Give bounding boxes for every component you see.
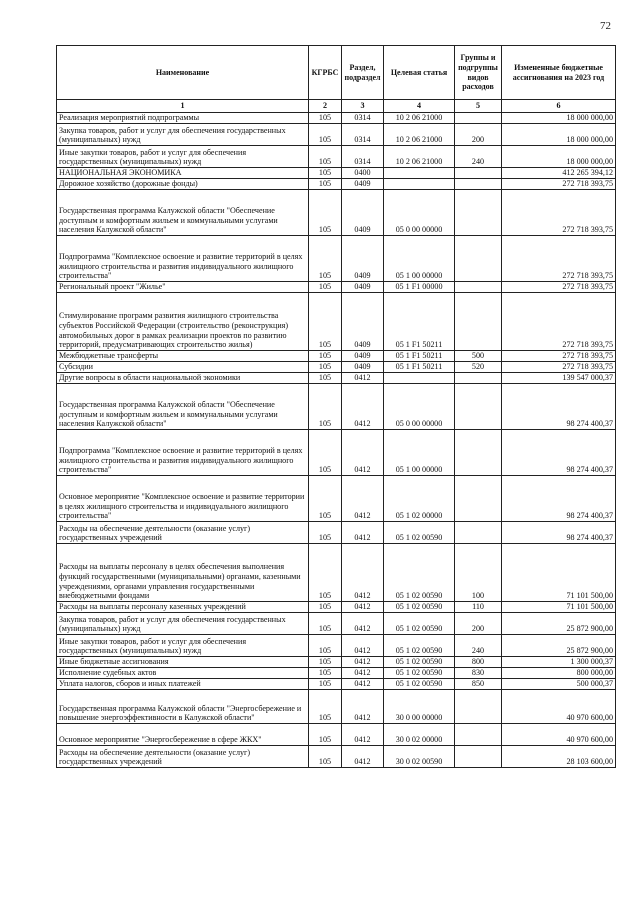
cell-amount: 272 718 393,75 bbox=[502, 293, 616, 351]
cell-group bbox=[455, 746, 502, 768]
cell-target: 05 1 02 00590 bbox=[384, 679, 455, 690]
header-section: Раздел, подраздел bbox=[342, 46, 384, 100]
table-row bbox=[57, 351, 616, 362]
cell-kgrbs: 105 bbox=[309, 668, 342, 679]
table-row bbox=[57, 657, 616, 668]
cell-amount: 800 000,00 bbox=[502, 668, 616, 679]
column-number: 1 bbox=[57, 100, 309, 113]
cell-target bbox=[384, 373, 455, 384]
budget-table bbox=[56, 45, 616, 768]
column-number: 4 bbox=[384, 100, 455, 113]
cell-group bbox=[455, 168, 502, 179]
cell-section: 0409 bbox=[342, 351, 384, 362]
cell-kgrbs: 105 bbox=[309, 544, 342, 602]
table-row bbox=[57, 668, 616, 679]
cell-amount: 18 000 000,00 bbox=[502, 146, 616, 168]
table-row bbox=[57, 384, 616, 430]
cell-group: 500 bbox=[455, 351, 502, 362]
header-amount: Измененные бюджетные ассигнования на 2023 год bbox=[502, 46, 616, 100]
cell-target: 10 2 06 21000 bbox=[384, 113, 455, 124]
cell-section: 0409 bbox=[342, 362, 384, 373]
table-row bbox=[57, 146, 616, 168]
cell-section: 0409 bbox=[342, 282, 384, 293]
table-row bbox=[57, 293, 616, 351]
table-header-row bbox=[57, 46, 616, 100]
cell-kgrbs: 105 bbox=[309, 690, 342, 724]
cell-section: 0412 bbox=[342, 373, 384, 384]
cell-group bbox=[455, 113, 502, 124]
cell-name: Иные закупки товаров, работ и услуг для обеспечения государственных (муниципальных) нужд bbox=[57, 146, 309, 168]
cell-amount: 272 718 393,75 bbox=[502, 190, 616, 236]
cell-section: 0314 bbox=[342, 146, 384, 168]
table-row bbox=[57, 476, 616, 522]
cell-name: Государственная программа Калужской области "Обеспечение доступным и комфортным жильем и коммунальными услугами населения Калужской области" bbox=[57, 190, 309, 236]
cell-amount: 139 547 000,37 bbox=[502, 373, 616, 384]
cell-target: 30 0 02 00590 bbox=[384, 746, 455, 768]
cell-section: 0400 bbox=[342, 168, 384, 179]
cell-group: 830 bbox=[455, 668, 502, 679]
table-row bbox=[57, 746, 616, 768]
cell-name: Расходы на выплаты персоналу в целях обеспечения выполнения функций государственными (муниципальными) органами, казенными учреждениями, органами управления государственными внебюджетными фондами bbox=[57, 544, 309, 602]
cell-name: Закупка товаров, работ и услуг для обеспечения государственных (муниципальных) нужд bbox=[57, 124, 309, 146]
cell-kgrbs: 105 bbox=[309, 282, 342, 293]
cell-group: 850 bbox=[455, 679, 502, 690]
cell-target: 05 1 F1 50211 bbox=[384, 351, 455, 362]
table-row bbox=[57, 522, 616, 544]
table-row bbox=[57, 544, 616, 602]
cell-kgrbs: 105 bbox=[309, 476, 342, 522]
cell-group: 240 bbox=[455, 635, 502, 657]
table-row bbox=[57, 168, 616, 179]
cell-kgrbs: 105 bbox=[309, 168, 342, 179]
cell-section: 0314 bbox=[342, 113, 384, 124]
cell-group bbox=[455, 384, 502, 430]
cell-kgrbs: 105 bbox=[309, 679, 342, 690]
cell-target: 05 1 00 00000 bbox=[384, 236, 455, 282]
cell-group: 200 bbox=[455, 613, 502, 635]
cell-amount: 272 718 393,75 bbox=[502, 351, 616, 362]
cell-name: Уплата налогов, сборов и иных платежей bbox=[57, 679, 309, 690]
table-row bbox=[57, 124, 616, 146]
cell-amount: 272 718 393,75 bbox=[502, 179, 616, 190]
cell-name: Расходы на обеспечение деятельности (оказание услуг) государственных учреждений bbox=[57, 522, 309, 544]
cell-group bbox=[455, 430, 502, 476]
cell-kgrbs: 105 bbox=[309, 362, 342, 373]
cell-amount: 500 000,37 bbox=[502, 679, 616, 690]
cell-name: Другие вопросы в области национальной экономики bbox=[57, 373, 309, 384]
cell-kgrbs: 105 bbox=[309, 384, 342, 430]
header-target: Целевая статья bbox=[384, 46, 455, 100]
cell-target: 05 1 02 00590 bbox=[384, 668, 455, 679]
cell-amount: 40 970 600,00 bbox=[502, 724, 616, 746]
cell-kgrbs: 105 bbox=[309, 746, 342, 768]
cell-kgrbs: 105 bbox=[309, 124, 342, 146]
cell-section: 0412 bbox=[342, 522, 384, 544]
header-groups: Группы и подгруппы видов расходов bbox=[455, 46, 502, 100]
cell-kgrbs: 105 bbox=[309, 113, 342, 124]
header-kgrbs: КГРБС bbox=[309, 46, 342, 100]
table-row bbox=[57, 613, 616, 635]
cell-group bbox=[455, 690, 502, 724]
header-name: Наименование bbox=[57, 46, 309, 100]
cell-section: 0412 bbox=[342, 690, 384, 724]
cell-name: Иные бюджетные ассигнования bbox=[57, 657, 309, 668]
cell-section: 0409 bbox=[342, 293, 384, 351]
cell-name: Расходы на обеспечение деятельности (оказание услуг) государственных учреждений bbox=[57, 746, 309, 768]
cell-amount: 18 000 000,00 bbox=[502, 113, 616, 124]
cell-kgrbs: 105 bbox=[309, 635, 342, 657]
cell-amount: 40 970 600,00 bbox=[502, 690, 616, 724]
cell-group bbox=[455, 373, 502, 384]
cell-target: 05 1 02 00590 bbox=[384, 602, 455, 613]
cell-kgrbs: 105 bbox=[309, 146, 342, 168]
table-row bbox=[57, 430, 616, 476]
table-row bbox=[57, 236, 616, 282]
cell-target: 05 1 02 00590 bbox=[384, 613, 455, 635]
table-row bbox=[57, 373, 616, 384]
cell-name: Государственная программа Калужской области "Обеспечение доступным и комфортным жильем и коммунальными услугами населения Калужской области" bbox=[57, 384, 309, 430]
table-body bbox=[57, 113, 616, 768]
cell-name: Основное мероприятие "Комплексное освоение и развитие территории в целях жилищного строительства и индивидуального жилищного строительства" bbox=[57, 476, 309, 522]
page-number: 72 bbox=[600, 20, 611, 32]
cell-group bbox=[455, 476, 502, 522]
cell-amount: 25 872 900,00 bbox=[502, 613, 616, 635]
cell-amount: 71 101 500,00 bbox=[502, 544, 616, 602]
cell-kgrbs: 105 bbox=[309, 190, 342, 236]
cell-name: НАЦИОНАЛЬНАЯ ЭКОНОМИКА bbox=[57, 168, 309, 179]
cell-amount: 71 101 500,00 bbox=[502, 602, 616, 613]
cell-name: Региональный проект "Жилье" bbox=[57, 282, 309, 293]
cell-kgrbs: 105 bbox=[309, 430, 342, 476]
cell-section: 0409 bbox=[342, 179, 384, 190]
cell-group: 200 bbox=[455, 124, 502, 146]
cell-kgrbs: 105 bbox=[309, 236, 342, 282]
column-number-row bbox=[57, 100, 616, 113]
cell-amount: 28 103 600,00 bbox=[502, 746, 616, 768]
cell-kgrbs: 105 bbox=[309, 613, 342, 635]
cell-amount: 272 718 393,75 bbox=[502, 362, 616, 373]
cell-name: Межбюджетные трансферты bbox=[57, 351, 309, 362]
cell-name: Дорожное хозяйство (дорожные фонды) bbox=[57, 179, 309, 190]
cell-target: 10 2 06 21000 bbox=[384, 124, 455, 146]
cell-target: 05 1 02 00000 bbox=[384, 476, 455, 522]
cell-name: Иные закупки товаров, работ и услуг для обеспечения государственных (муниципальных) нужд bbox=[57, 635, 309, 657]
cell-section: 0412 bbox=[342, 384, 384, 430]
cell-group: 520 bbox=[455, 362, 502, 373]
table-row bbox=[57, 282, 616, 293]
cell-section: 0412 bbox=[342, 430, 384, 476]
cell-target: 05 1 02 00590 bbox=[384, 635, 455, 657]
cell-target: 05 1 F1 00000 bbox=[384, 282, 455, 293]
cell-section: 0412 bbox=[342, 746, 384, 768]
cell-section: 0412 bbox=[342, 657, 384, 668]
cell-group bbox=[455, 724, 502, 746]
cell-amount: 98 274 400,37 bbox=[502, 430, 616, 476]
cell-target: 10 2 06 21000 bbox=[384, 146, 455, 168]
column-number: 3 bbox=[342, 100, 384, 113]
cell-name: Государственная программа Калужской области "Энергосбережение и повышение энергоэффективности в Калужской области" bbox=[57, 690, 309, 724]
cell-section: 0412 bbox=[342, 602, 384, 613]
table-row bbox=[57, 113, 616, 124]
cell-name: Закупка товаров, работ и услуг для обеспечения государственных (муниципальных) нужд bbox=[57, 613, 309, 635]
table-row bbox=[57, 679, 616, 690]
cell-section: 0412 bbox=[342, 668, 384, 679]
cell-name: Реализация мероприятий подпрограммы bbox=[57, 113, 309, 124]
cell-name: Подпрограмма "Комплексное освоение и развитие территорий в целях жилищного строительства и развития индивидуального жилищного строительства" bbox=[57, 236, 309, 282]
cell-section: 0412 bbox=[342, 476, 384, 522]
table-row bbox=[57, 362, 616, 373]
cell-section: 0412 bbox=[342, 613, 384, 635]
cell-amount: 412 265 394,12 bbox=[502, 168, 616, 179]
cell-kgrbs: 105 bbox=[309, 293, 342, 351]
table-row bbox=[57, 190, 616, 236]
cell-group bbox=[455, 293, 502, 351]
cell-target: 05 1 02 00590 bbox=[384, 522, 455, 544]
cell-kgrbs: 105 bbox=[309, 351, 342, 362]
cell-section: 0412 bbox=[342, 679, 384, 690]
cell-amount: 272 718 393,75 bbox=[502, 282, 616, 293]
cell-target bbox=[384, 168, 455, 179]
cell-amount: 98 274 400,37 bbox=[502, 476, 616, 522]
cell-target: 30 0 02 00000 bbox=[384, 724, 455, 746]
cell-kgrbs: 105 bbox=[309, 602, 342, 613]
cell-amount: 1 300 000,37 bbox=[502, 657, 616, 668]
cell-amount: 98 274 400,37 bbox=[502, 384, 616, 430]
cell-kgrbs: 105 bbox=[309, 724, 342, 746]
cell-group: 100 bbox=[455, 544, 502, 602]
cell-section: 0409 bbox=[342, 190, 384, 236]
cell-section: 0412 bbox=[342, 635, 384, 657]
cell-target bbox=[384, 179, 455, 190]
cell-name: Субсидии bbox=[57, 362, 309, 373]
cell-group bbox=[455, 190, 502, 236]
cell-section: 0409 bbox=[342, 236, 384, 282]
cell-group bbox=[455, 522, 502, 544]
cell-kgrbs: 105 bbox=[309, 657, 342, 668]
cell-target: 05 1 00 00000 bbox=[384, 430, 455, 476]
cell-section: 0314 bbox=[342, 124, 384, 146]
column-number: 2 bbox=[309, 100, 342, 113]
cell-group: 800 bbox=[455, 657, 502, 668]
table-row bbox=[57, 602, 616, 613]
cell-group bbox=[455, 179, 502, 190]
table-row bbox=[57, 724, 616, 746]
cell-kgrbs: 105 bbox=[309, 522, 342, 544]
cell-amount: 272 718 393,75 bbox=[502, 236, 616, 282]
cell-kgrbs: 105 bbox=[309, 179, 342, 190]
cell-target: 05 1 F1 50211 bbox=[384, 293, 455, 351]
cell-name: Подпрограмма "Комплексное освоение и развитие территорий в целях жилищного строительства и развития индивидуального жилищного строительства" bbox=[57, 430, 309, 476]
cell-group: 240 bbox=[455, 146, 502, 168]
cell-group: 110 bbox=[455, 602, 502, 613]
cell-amount: 25 872 900,00 bbox=[502, 635, 616, 657]
cell-target: 30 0 00 00000 bbox=[384, 690, 455, 724]
cell-target: 05 1 F1 50211 bbox=[384, 362, 455, 373]
cell-name: Стимулирование программ развития жилищного строительства субъектов Российской Федерации (строительство (реконструкция) автомобильных дорог в рамках реализации проектов по развитию территорий, предусматривающих строительство жилья) bbox=[57, 293, 309, 351]
cell-amount: 18 000 000,00 bbox=[502, 124, 616, 146]
cell-amount: 98 274 400,37 bbox=[502, 522, 616, 544]
table-row bbox=[57, 179, 616, 190]
cell-name: Исполнение судебных актов bbox=[57, 668, 309, 679]
cell-target: 05 1 02 00590 bbox=[384, 657, 455, 668]
cell-group bbox=[455, 282, 502, 293]
cell-section: 0412 bbox=[342, 544, 384, 602]
cell-target: 05 0 00 00000 bbox=[384, 190, 455, 236]
cell-target: 05 1 02 00590 bbox=[384, 544, 455, 602]
cell-kgrbs: 105 bbox=[309, 373, 342, 384]
cell-target: 05 0 00 00000 bbox=[384, 384, 455, 430]
table-row bbox=[57, 635, 616, 657]
column-number: 5 bbox=[455, 100, 502, 113]
cell-group bbox=[455, 236, 502, 282]
column-number: 6 bbox=[502, 100, 616, 113]
cell-name: Расходы на выплаты персоналу казенных учреждений bbox=[57, 602, 309, 613]
cell-name: Основное мероприятие "Энергосбережение в сфере ЖКХ" bbox=[57, 724, 309, 746]
table-row bbox=[57, 690, 616, 724]
cell-section: 0412 bbox=[342, 724, 384, 746]
